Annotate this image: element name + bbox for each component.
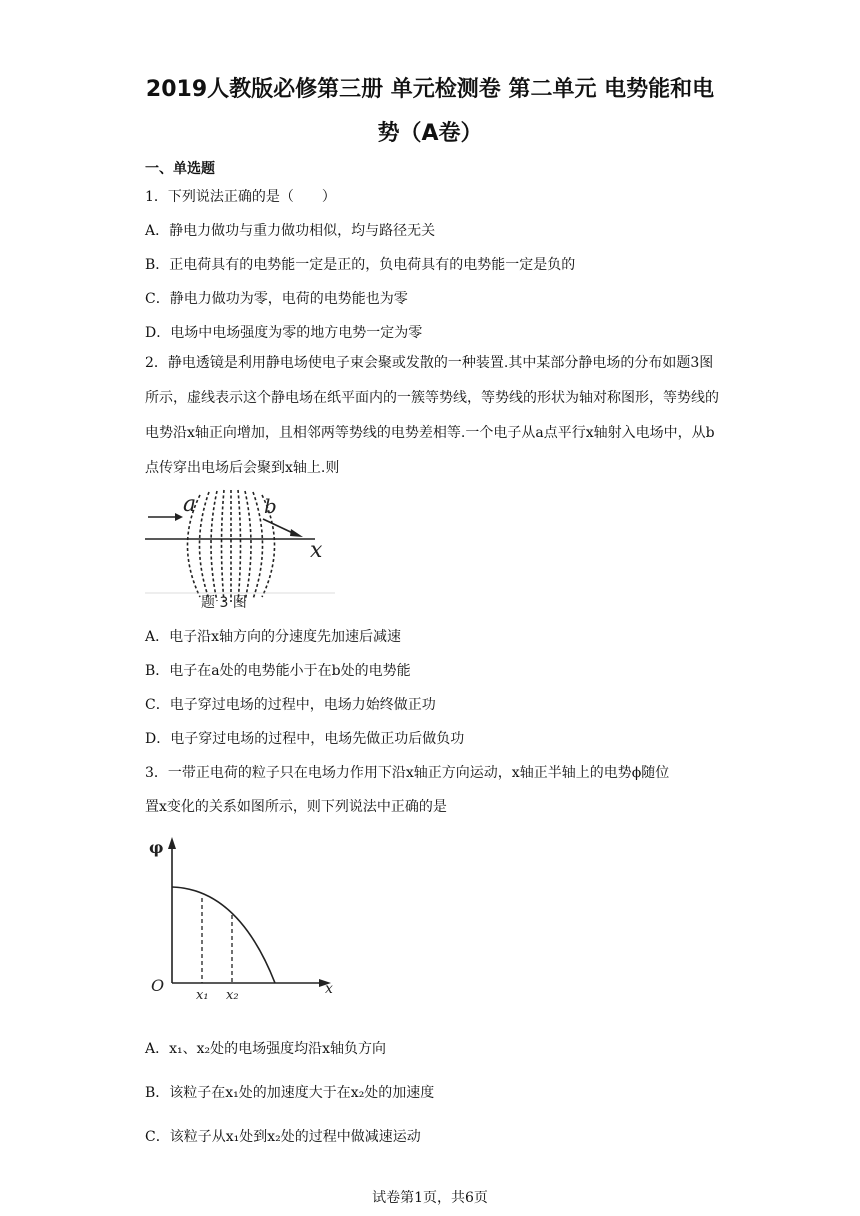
x2-label: x₂ [226,988,239,1003]
potential-graph-figure [143,833,343,1008]
section-heading: 一、单选题 [145,161,215,177]
page-footer: 试卷第1页，共6页 [372,1190,488,1206]
document-title-line2: 势（A卷） [377,121,483,146]
q2-option-d: D．电子穿过电场的过程中，电场先做正功后做负功 [145,731,465,747]
x1-label: x₁ [196,988,209,1003]
q2-option-b: B．电子在a处的电势能小于在b处的电势能 [145,663,411,679]
y-axis-label: φ [149,838,164,857]
q1-option-d: D．电场中电场强度为零的地方电势一定为零 [145,325,423,341]
q3-stem-line1: 3．一带正电荷的粒子只在电场力作用下沿x轴正方向运动，x轴正半轴上的电势ϕ随位 [145,765,670,781]
q3-stem-line2: 置x变化的关系如图所示，则下列说法中正确的是 [145,799,447,815]
label-a: a [183,492,197,517]
q3-option-a: A．x₁、x₂处的电场强度均沿x轴负方向 [145,1041,387,1057]
q3-option-b: B．该粒子在x₁处的加速度大于在x₂处的加速度 [145,1085,435,1101]
q2-stem: 2．静电透镜是利用静电场使电子束会聚或发散的一种装置.其中某部分静电场的分布如题3图所示，虚线表示这个静电场在纸平面内的一簇等势线，等势线的形状为轴对称图形，等势线的电势沿x轴正向增加，且相邻两等势线的电势差相等.一个电子从a点平行x轴射入电场中，从b点传穿出电场后会聚到x轴上.则 [145,355,719,476]
q2-option-c: C．电子穿过电场的过程中，电场力始终做正功 [145,697,436,713]
figure-caption: 题 3 图 [201,595,247,611]
document-title-line1: 2019人教版必修第三册 单元检测卷 第二单元 电势能和电 [145,77,715,102]
x-axis-label: x [325,981,333,997]
label-x: x [310,538,323,563]
q1-option-c: C．静电力做功为零，电荷的电势能也为零 [145,291,408,307]
electrostatic-lens-figure [145,487,335,612]
q1-stem: 1．下列说法正确的是（ ） [145,189,336,205]
origin-label: O [151,976,165,995]
q2-option-a: A．电子沿x轴方向的分速度先加速后减速 [145,629,402,645]
q3-option-c: C．该粒子从x₁处到x₂处的过程中做减速运动 [145,1129,421,1145]
q1-option-a: A．静电力做功与重力做功相似，均与路径无关 [145,223,436,239]
q1-option-b: B．正电荷具有的电势能一定是正的，负电荷具有的电势能一定是负的 [145,257,576,273]
label-b: b [264,494,277,518]
